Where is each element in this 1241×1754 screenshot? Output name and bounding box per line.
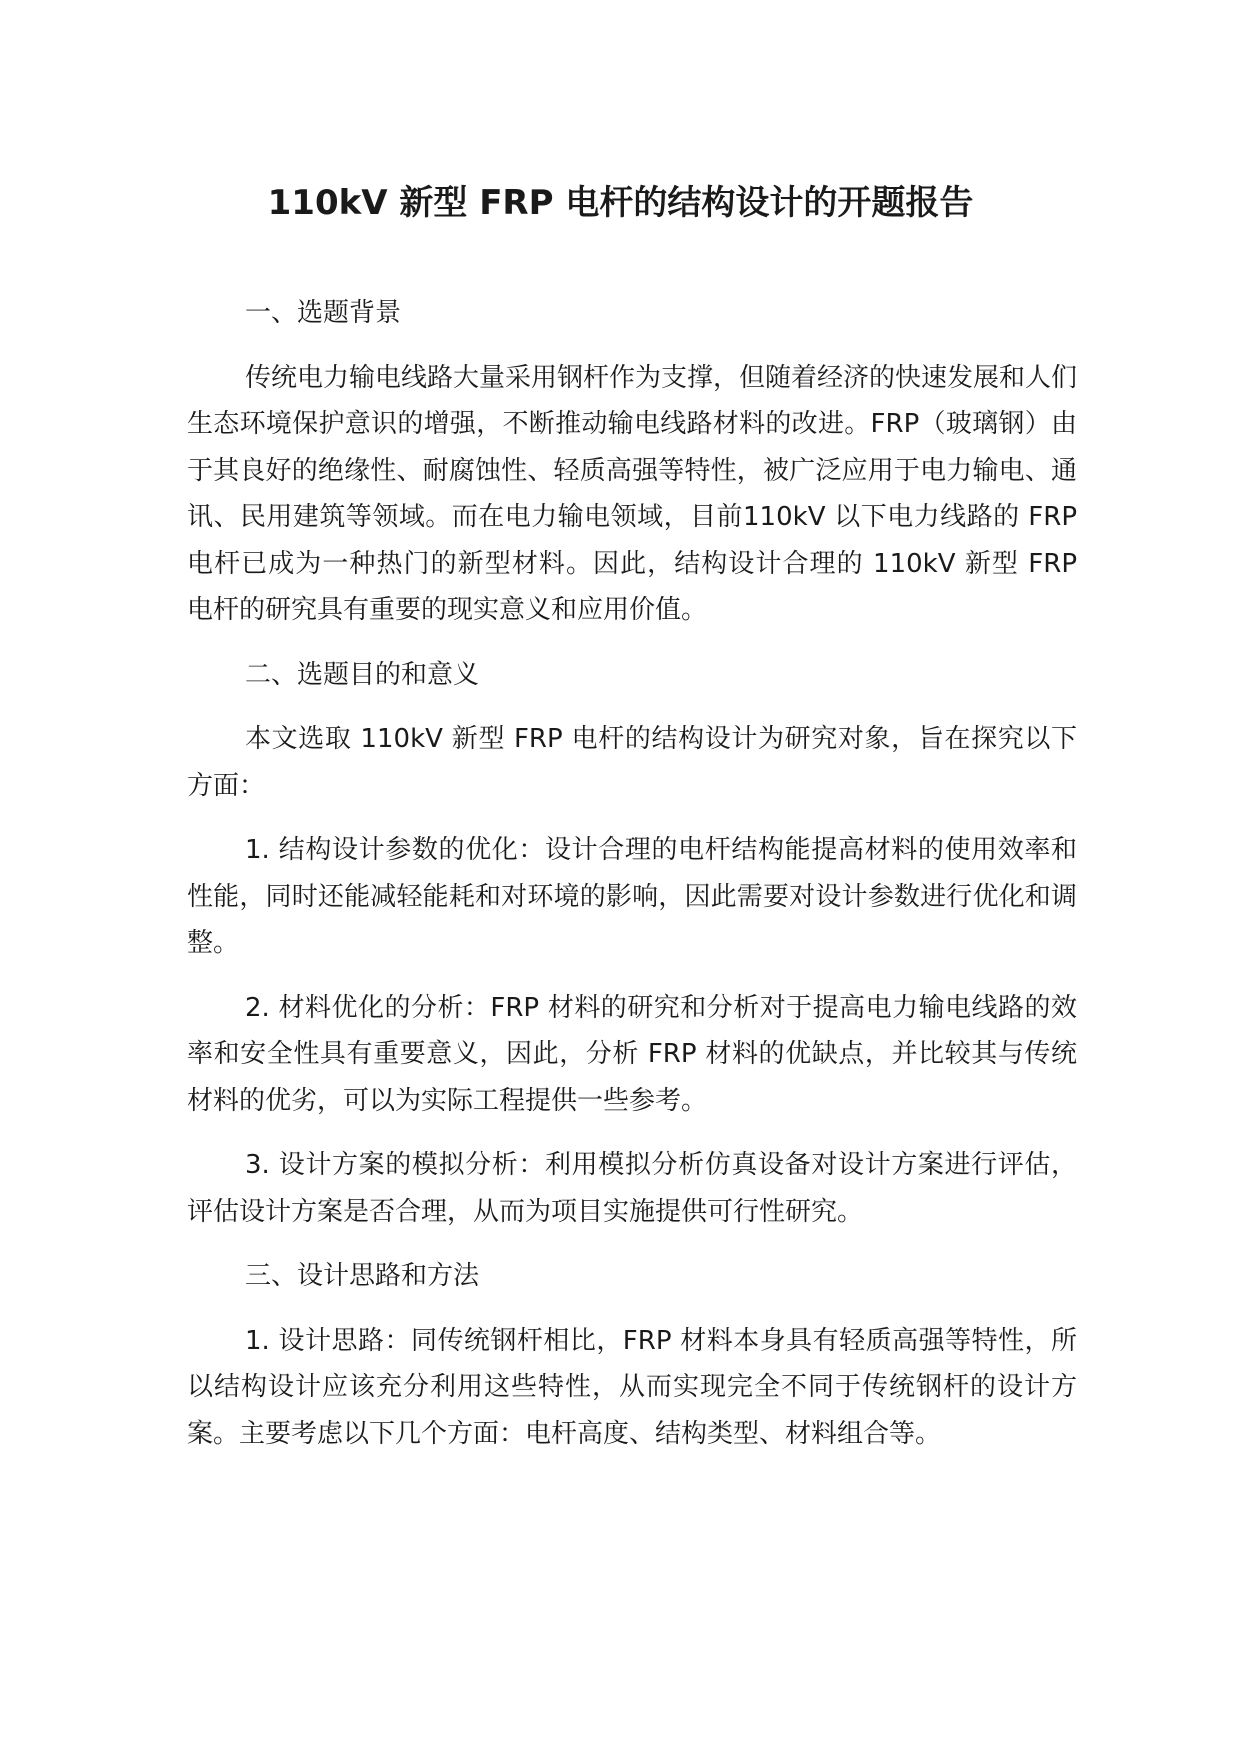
section-heading: 一、选题背景 [245,298,402,328]
document-title: 110kV 新型 FRP 电杆的结构设计的开题报告 [267,183,974,223]
document-body [187,290,1077,1475]
paragraph: 2. 材料优化的分析：FRP 材料的研究和分析对于提高电力输电线路的效率和安全性具有重要意义，因此，分析 FRP 材料的优缺点，并比较其与传统材料的优劣，可以为实际工程提供一些参考。 [187,992,1077,1116]
paragraph: 1. 结构设计参数的优化：设计合理的电杆结构能提高材料的使用效率和性能，同时还能减轻能耗和对环境的影响，因此需要对设计参数进行优化和调整。 [187,835,1077,958]
section-heading: 三、设计思路和方法 [245,1261,480,1291]
paragraph: 本文选取 110kV 新型 FRP 电杆的结构设计为研究对象，旨在探究以下方面： [187,724,1077,801]
paragraph: 传统电力输电线路大量采用钢杆作为支撑，但随着经济的快速发展和人们生态环境保护意识的增强，不断推动输电线路材料的改进。FRP（玻璃钢）由于其良好的绝缘性、耐腐蚀性、轻质高强等特性，被广泛应用于电力输电、通讯、民用建筑等领域。而在电力输电领域，目前110kV 以下电力线路的 FRP 电杆已成为一种热门的新型材料。因此，结构设计合理的 110kV 新型 FRP 电杆的研究具有重要的现实意义和应用价值。 [187,362,1078,625]
section-heading: 二、选题目的和意义 [245,659,480,690]
paragraph: 1. 设计思路：同传统钢杆相比，FRP 材料本身具有轻质高强等特性，所以结构设计应该充分利用这些特性，从而实现完全不同于传统钢杆的设计方案。主要考虑以下几个方面：电杆高度、结构类型、材料组合等。 [187,1325,1077,1449]
paragraph: 3. 设计方案的模拟分析：利用模拟分析仿真设备对设计方案进行评估，评估设计方案是否合理，从而为项目实施提供可行性研究。 [187,1150,1077,1227]
